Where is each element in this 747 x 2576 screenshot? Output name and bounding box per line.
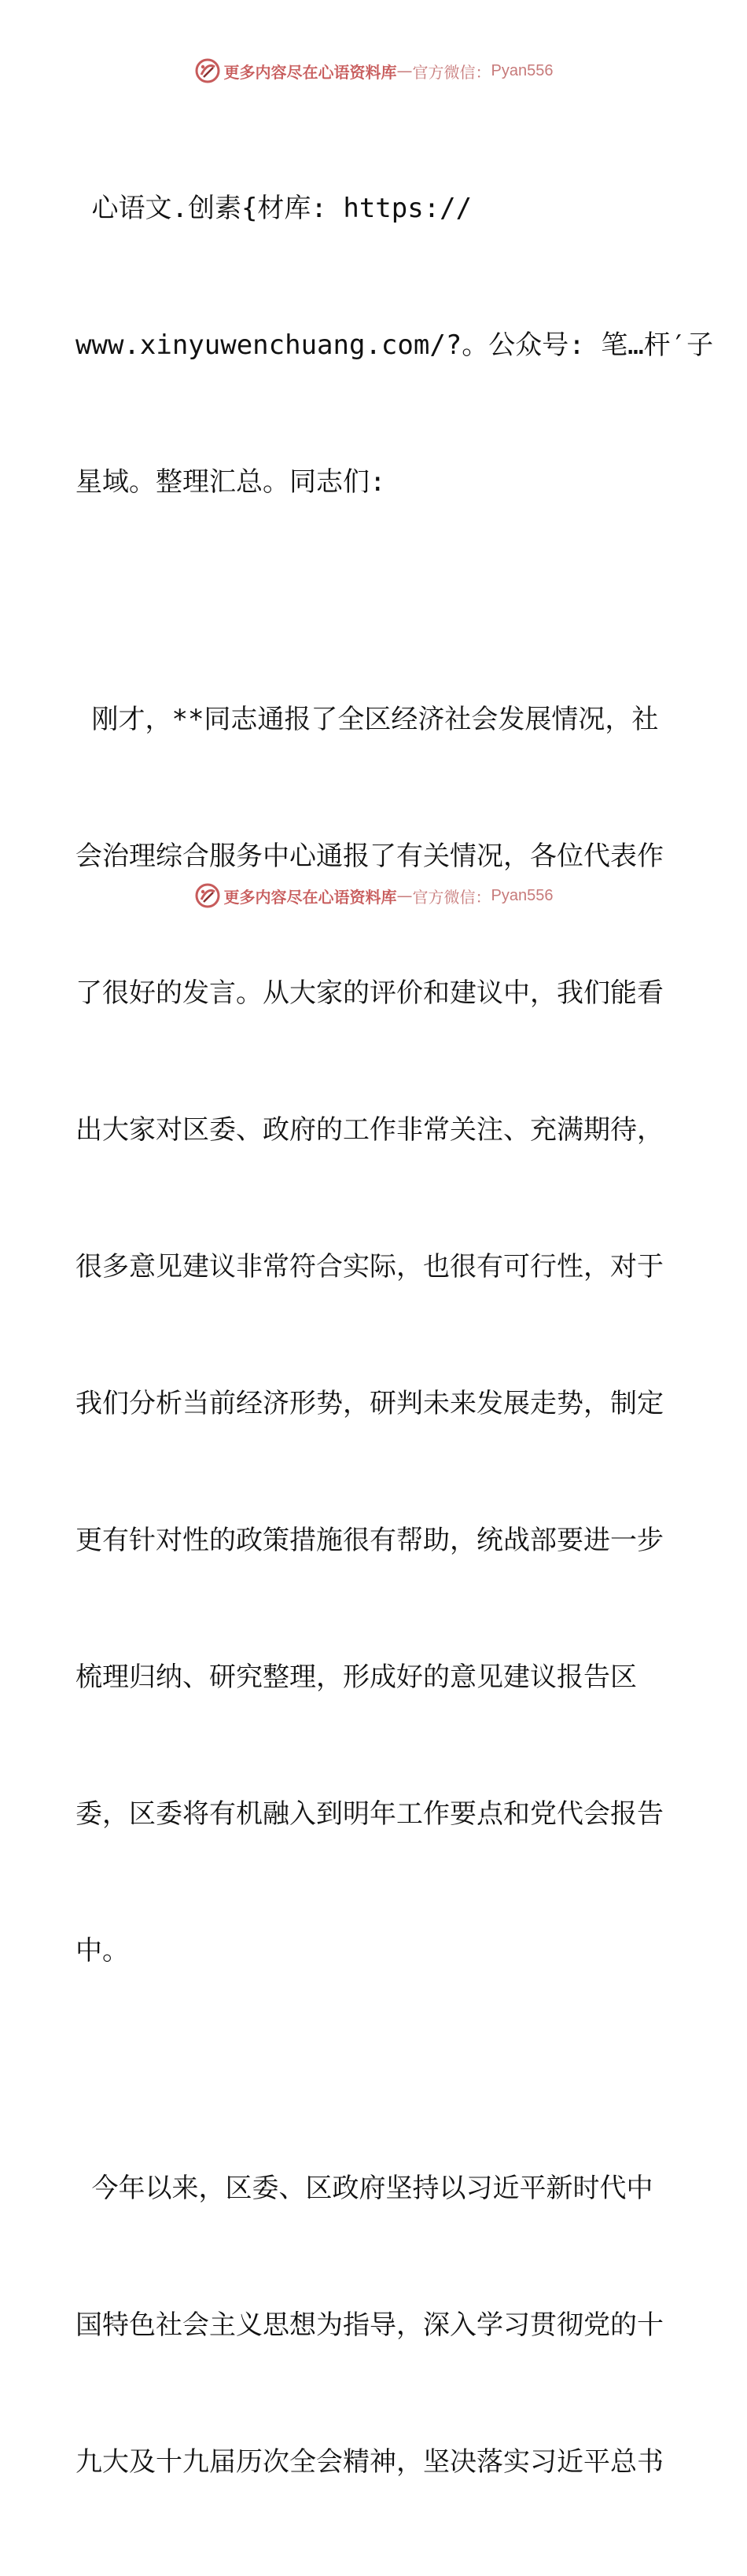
text-line: 刚才，**同志通报了全区经济社会发展情况，社 — [75, 704, 659, 735]
banner-wechat-id: Pyan556 — [491, 61, 554, 79]
banner-wechat-label: 官方微信： — [412, 62, 491, 82]
paragraph — [75, 94, 714, 596]
text-line: 委，区委将有机融入到明年工作要点和党代会报告 — [75, 1798, 664, 1830]
footer-banner — [0, 880, 747, 911]
text-line: 九大及十九届历次全会精神，坚决落实习近平总书 — [75, 2446, 664, 2478]
text-line: 星域。整理汇总。同志们: — [75, 466, 386, 498]
text-line: 很多意见建议非常符合实际，也很有可行性，对于 — [75, 1251, 664, 1282]
banner-separator: — — [396, 61, 413, 80]
seal-logo-icon — [194, 882, 221, 909]
banner-title: 更多内容尽在心语资料库 — [223, 887, 397, 907]
text-line: www.xinyuwenchuang.com/?。公众号: 笔…杆′子 — [75, 329, 714, 361]
text-line: 我们分析当前经济形势，研判未来发展走势，制定 — [75, 1388, 664, 1419]
paragraph — [75, 605, 673, 2065]
document-body — [75, 94, 714, 2576]
header-banner — [0, 55, 747, 86]
text-line: 梳理归纳、研究整理，形成好的意见建议报告区 — [75, 1662, 637, 1693]
text-line: 今年以来，区委、区政府坚持以习近平新时代中 — [75, 2173, 653, 2204]
banner-separator: — — [396, 886, 413, 905]
text-line: 国特色社会主义思想为指导，深入学习贯彻党的十 — [75, 2309, 664, 2341]
banner-title: 更多内容尽在心语资料库 — [223, 62, 397, 82]
banner-wechat-id: Pyan556 — [491, 886, 554, 904]
text-line: 更有针对性的政策措施很有帮助，统战部要进一步 — [75, 1525, 664, 1556]
text-line: 中。 — [75, 1935, 129, 1967]
seal-logo-icon — [194, 57, 221, 84]
text-line: 会治理综合服务中心通报了有关情况，各位代表作 — [75, 841, 664, 872]
paragraph — [75, 2074, 673, 2576]
text-line: 了很好的发言。从大家的评价和建议中，我们能看 — [75, 977, 664, 1009]
text-line: 出大家对区委、政府的工作非常关注、充满期待， — [75, 1114, 664, 1146]
banner-wechat-label: 官方微信： — [412, 887, 491, 907]
text-line: 心语文.创素{材库: https:// — [75, 193, 473, 224]
